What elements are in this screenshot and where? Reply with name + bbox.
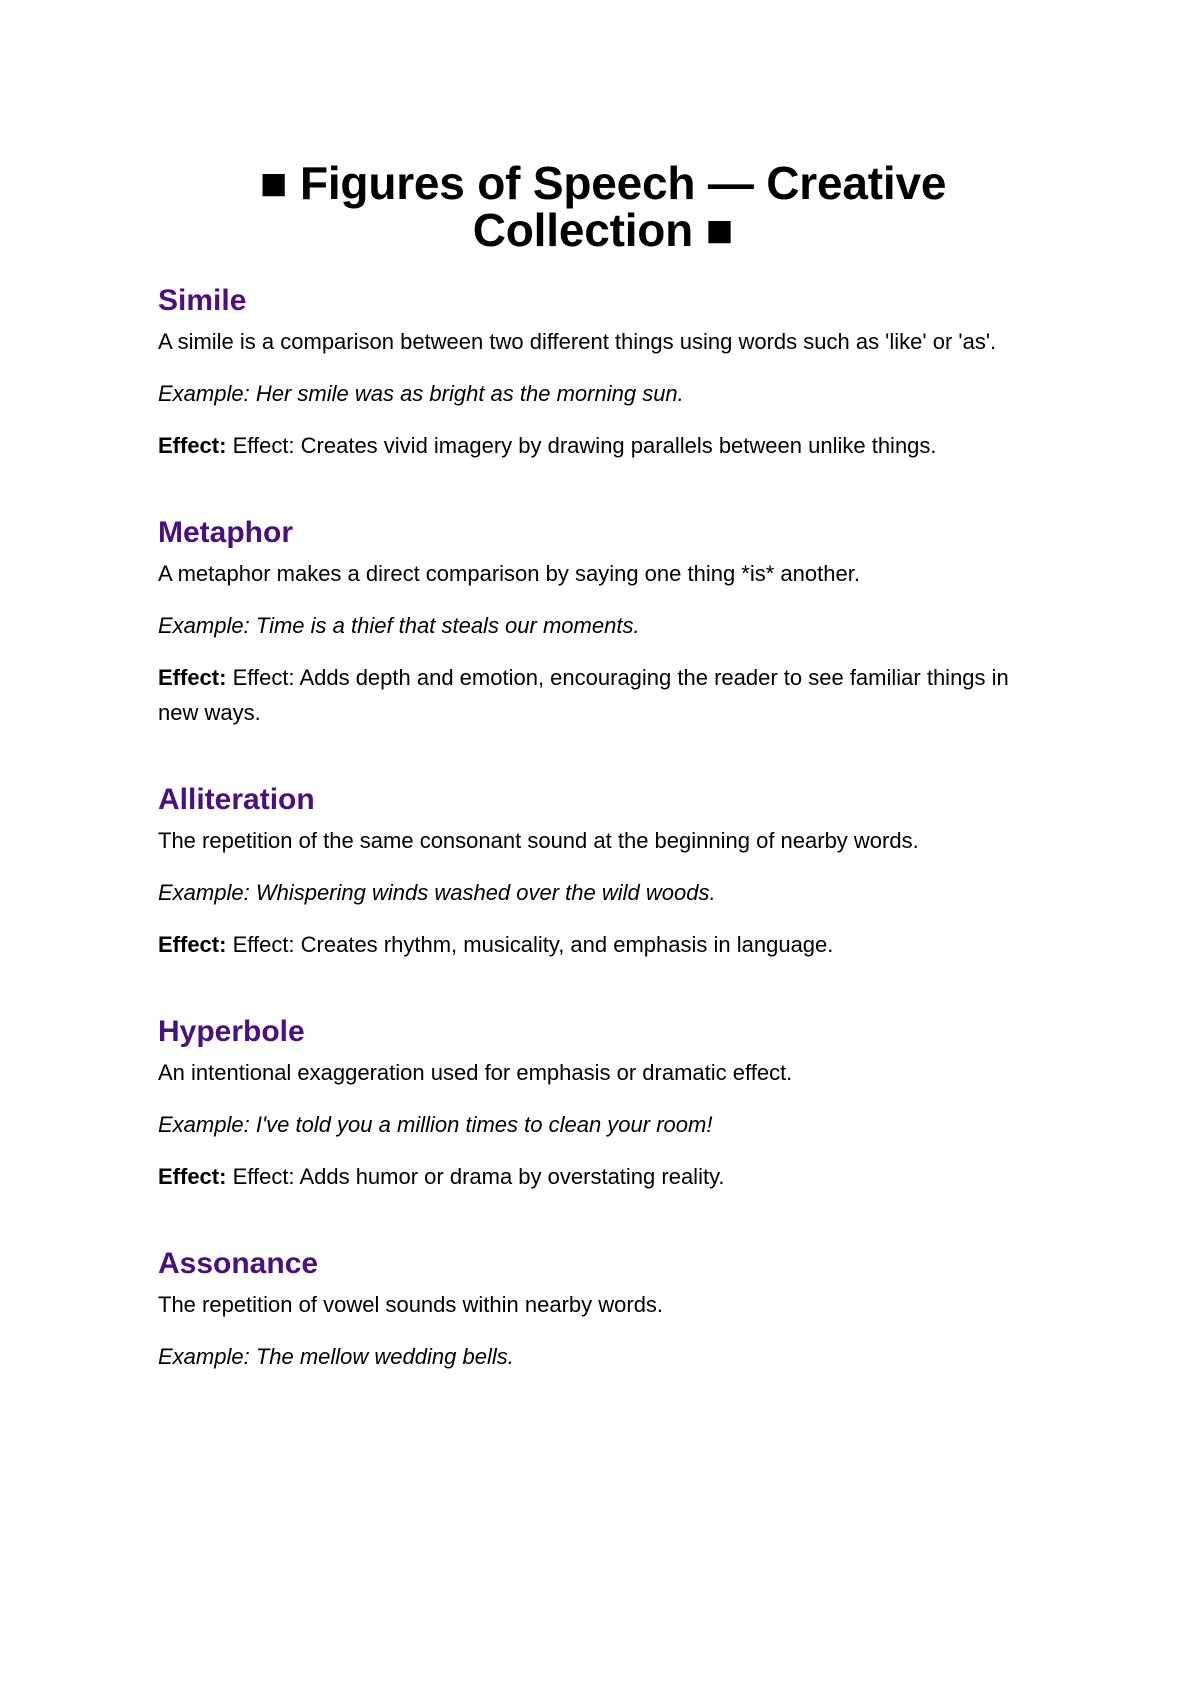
section-simile — [158, 284, 1048, 463]
effect-label: Effect: — [158, 665, 227, 690]
effect-text: Effect: Adds humor or drama by overstating reality. — [232, 1164, 725, 1189]
section-heading: Metaphor — [158, 516, 293, 549]
section-definition: The repetition of vowel sounds within nearby words. — [158, 1292, 664, 1317]
section-assonance — [158, 1247, 1048, 1374]
section-heading: Hyperbole — [158, 1015, 305, 1048]
effect-label: Effect: — [158, 433, 227, 458]
section-definition: A metaphor makes a direct comparison by saying one thing *is* another. — [158, 561, 860, 586]
section-example: Example: Whispering winds washed over the wild woods. — [158, 880, 716, 905]
section-effect — [158, 660, 1048, 730]
effect-text: Effect: Creates rhythm, musicality, and emphasis in language. — [232, 932, 834, 957]
section-example: Example: I've told you a million times to clean your room! — [158, 1112, 713, 1137]
section-example: Example: Time is a thief that steals our moments. — [158, 613, 640, 638]
section-definition: An intentional exaggeration used for emphasis or dramatic effect. — [158, 1060, 793, 1085]
section-effect — [158, 1159, 1048, 1194]
effect-text: Effect: Creates vivid imagery by drawing parallels between unlike things. — [232, 433, 937, 458]
section-definition: The repetition of the same consonant sound at the beginning of nearby words. — [158, 828, 919, 853]
document-title: ■ Figures of Speech — Creative Collection ■ — [259, 157, 947, 256]
effect-text: Effect: Adds depth and emotion, encouraging the reader to see familiar things in new ways. — [158, 665, 1009, 725]
section-effect — [158, 927, 1048, 962]
section-example: Example: Her smile was as bright as the morning sun. — [158, 381, 684, 406]
section-heading: Simile — [158, 284, 247, 317]
section-metaphor — [158, 516, 1048, 730]
section-heading: Alliteration — [158, 783, 315, 816]
section-heading: Assonance — [158, 1247, 319, 1280]
section-example: Example: The mellow wedding bells. — [158, 1344, 514, 1369]
section-hyperbole — [158, 1015, 1048, 1194]
section-definition: A simile is a comparison between two different things using words such as 'like' or 'as'. — [158, 329, 997, 354]
section-effect — [158, 428, 1048, 463]
document-page — [158, 157, 1048, 1427]
effect-label: Effect: — [158, 932, 227, 957]
section-alliteration — [158, 783, 1048, 962]
effect-label: Effect: — [158, 1164, 227, 1189]
